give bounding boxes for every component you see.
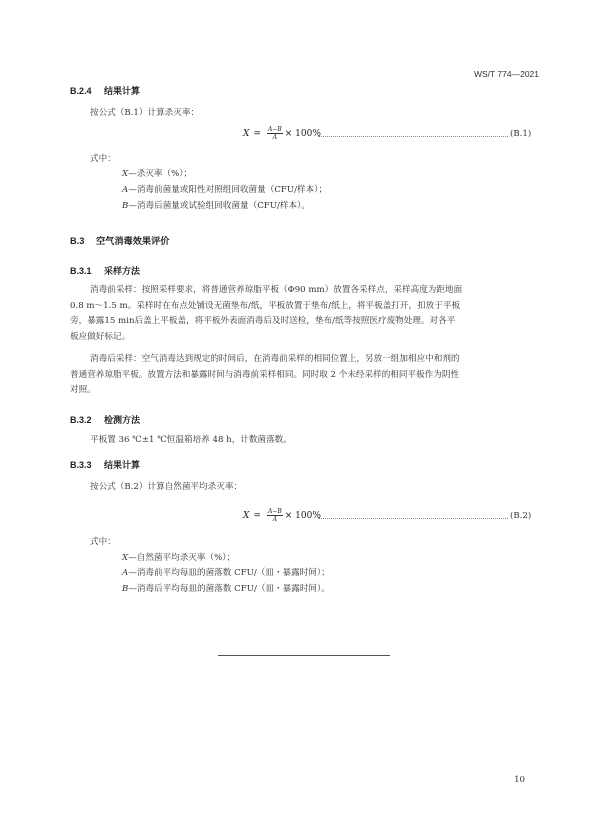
- standard-code: WS/T 774—2021: [473, 69, 539, 79]
- paragraph-post-disinfection-sampling: 消毒后采样：空气消毒达到规定的时间后，在消毒前采样的相同位置上，另放一组加相应中和剂的 普通营养琼脂平板。放置方法和暴露时间与消毒前采样相同。同时取 2 个未经采样的相同平板作为阴性 对照。: [70, 354, 460, 395]
- formula-lhs: X: [243, 510, 250, 521]
- paragraph-pre-disinfection-sampling: 消毒前采样：按照采样要求，将普通营养琼脂平板（Φ90 mm）放置各采样点，采样高度为距地面 0.8 m～1.5 m。采样时在布点处铺设无菌垫布/纸，平板放置于垫布/纸上，将平板盖打开，扣放于平板 旁，暴露15 min后盖上平板盖，将平板外表面消毒后及时送检，垫布/纸等按照医疗废物处理。对各平 板应做好标记。: [70, 285, 463, 342]
- fraction-denominator: A: [272, 516, 278, 523]
- formula-fraction: [267, 126, 283, 141]
- variable-item: B—消毒后平均每皿的菌落数 CFU/（皿・暴露时间）。: [122, 584, 330, 594]
- heading-b-3-3: [70, 458, 140, 471]
- heading-title: 空气消毒效果评价: [96, 236, 170, 246]
- fraction-denominator: A: [272, 134, 278, 141]
- dot-leader: [318, 136, 508, 137]
- heading-number: B.3: [70, 236, 85, 246]
- variable-item: B—消毒后菌量或试验组回收菌量（CFU/样本）。: [122, 201, 310, 211]
- heading-number: B.3.3: [70, 460, 92, 470]
- heading-number: B.3.2: [70, 415, 92, 425]
- fraction-numerator: A−B: [267, 126, 282, 133]
- heading-b-3-1: [70, 264, 140, 277]
- dot-leader: [318, 518, 508, 519]
- heading-b-3: [70, 233, 170, 247]
- heading-number: B.3.1: [70, 266, 92, 276]
- heading-title: 检测方法: [104, 415, 141, 425]
- formula-tail: × 100%: [284, 510, 321, 521]
- formula-b1: [90, 126, 540, 146]
- heading-number: B.2.4: [70, 86, 92, 96]
- formula-intro-b2: 按公式（B.2）计算自然菌平均杀灭率：: [90, 482, 243, 492]
- formula-equals: =: [253, 128, 261, 139]
- where-label: 式中：: [90, 537, 116, 547]
- heading-b-2-4: [70, 84, 140, 97]
- formula-fraction: [267, 508, 283, 523]
- equation-label: (B.1): [510, 129, 532, 139]
- heading-title: 结果计算: [104, 460, 141, 470]
- heading-title: 采样方法: [104, 266, 141, 276]
- formula-b2: [90, 508, 540, 528]
- end-of-document-rule: [218, 655, 390, 656]
- variable-item: X—自然菌平均杀灭率（%）；: [122, 553, 236, 563]
- formula-tail: × 100%: [284, 128, 321, 139]
- fraction-numerator: A−B: [267, 508, 282, 515]
- paragraph-detection-method: 平板置 36 ℃±1 ℃恒温箱培养 48 h，计数菌落数。: [90, 435, 292, 445]
- formula-intro-b1: 按公式（B.1）计算杀灭率：: [90, 108, 200, 118]
- variable-item: A—消毒前菌量或阳性对照组回收菌量（CFU/样本）；: [122, 185, 328, 195]
- variable-item: A—消毒前平均每皿的菌落数 CFU/（皿・暴露时间）；: [122, 568, 330, 578]
- formula-equals: =: [253, 510, 261, 521]
- page-number: 10: [514, 775, 525, 785]
- variable-item: X—杀灭率（%）；: [122, 169, 193, 179]
- heading-title: 结果计算: [104, 86, 141, 96]
- heading-b-3-2: [70, 413, 140, 426]
- formula-lhs: X: [243, 128, 250, 139]
- equation-label: (B.2): [510, 511, 532, 521]
- where-label: 式中：: [90, 154, 116, 164]
